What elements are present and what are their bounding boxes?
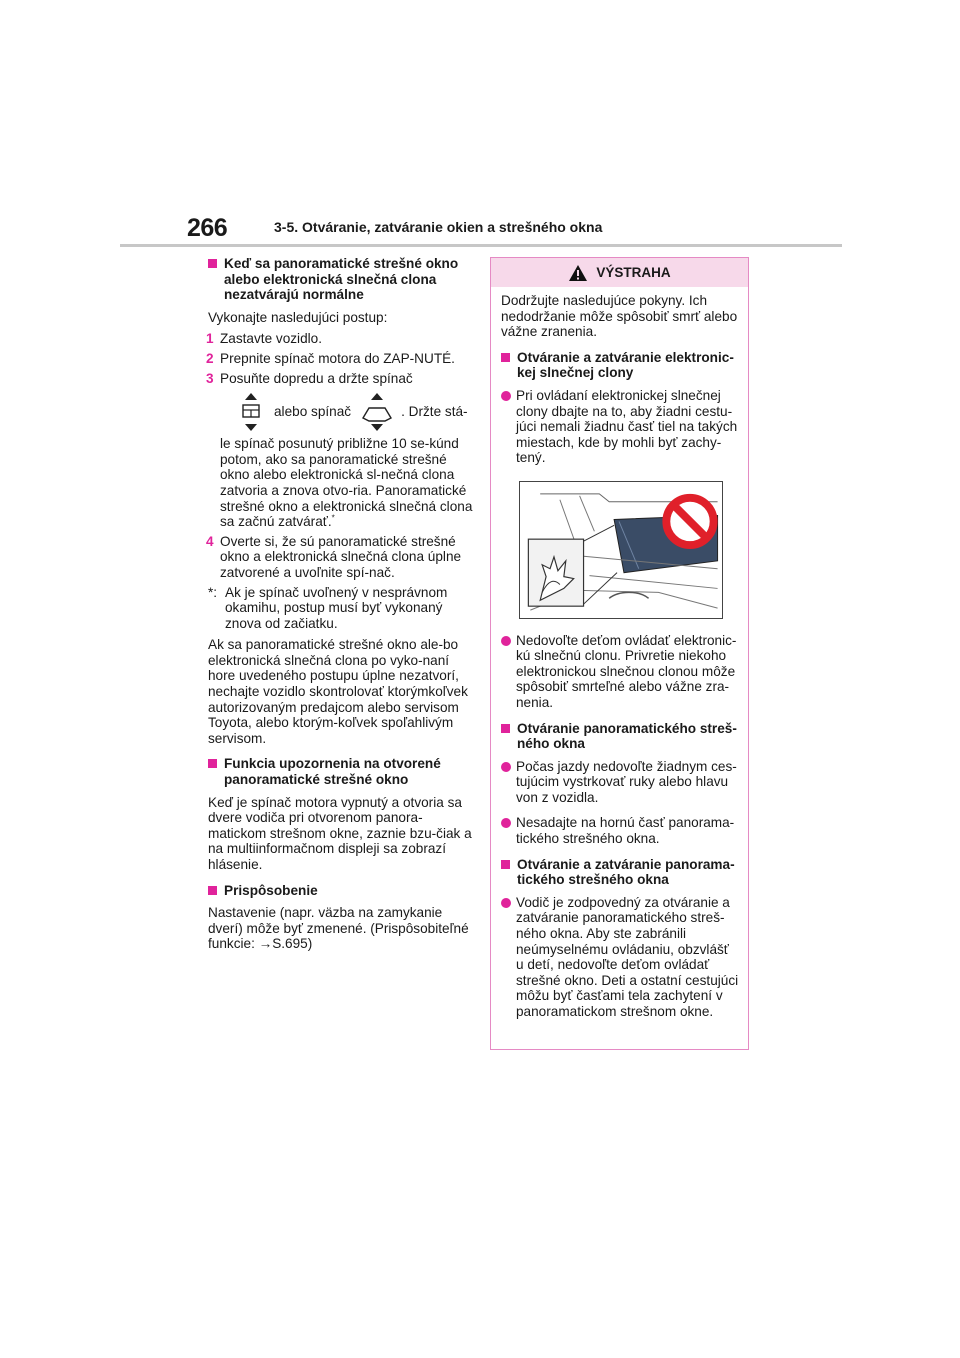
square-bullet-icon xyxy=(208,759,217,768)
circle-bullet-icon xyxy=(501,762,511,772)
circle-bullet-icon xyxy=(501,391,511,401)
heading-warning-function: Funkcia upozornenia na otvorené panoramatické strešné okno xyxy=(208,756,473,787)
heading-customization: Prispôsobenie xyxy=(208,883,473,899)
heading-not-closing: Keď sa panoramatické strešné okno alebo elektronická slnečná clona nezatvárajú normálne xyxy=(208,256,473,303)
step-2: 2 Prepnite spínač motora do ZAP-NUTÉ. xyxy=(206,350,455,366)
step-3-continued: le spínač posunutý približne 10 se-kúnd potom, ako sa panoramatické strešné okno alebo elektronická sl-nečná clona zatvoria a znova otvo-ria. Panoramatické strešné okno a elektronická slnečná clona sa začnú zatvárať.* xyxy=(220,436,473,530)
warning-header: VÝSTRAHA xyxy=(491,258,748,287)
square-bullet-icon xyxy=(208,259,217,268)
circle-bullet-icon xyxy=(501,636,511,646)
warning-bullet: Vodič je zodpovedný za otváranie a zatváranie panoramatického streš-ného okna. Aby ste zabránili neúmyselnému ovládaniu, obzvlášť u detí, nedovoľte deťom ovládať strešné okno. Deti a ostatní cestujúci môžu byť časťami tela zachytení v panoramatickom strešnom okne. xyxy=(501,895,740,1020)
square-bullet-icon xyxy=(501,724,510,733)
left-column xyxy=(208,256,473,958)
step-1: 1 Zastavte vozidlo. xyxy=(206,331,322,347)
warning-bullet: Nesadajte na hornú časť panorama-tického strešného okna. xyxy=(501,815,740,846)
warning-heading-sunshade: Otváranie a zatváranie elektronic-kej slnečnej clony xyxy=(501,350,740,381)
circle-bullet-icon xyxy=(501,818,511,828)
switch-icons-line: alebo spínač . Držte stá- xyxy=(208,392,473,432)
warning-bullet: Pri ovládaní elektronickej slnečnej clony dbajte na to, aby žiadni cestu-júci nemali žiadnu časť tiel na takých miestach, kde by mohli byť zachy-tený. xyxy=(501,388,740,466)
warning-triangle-icon xyxy=(568,264,588,282)
warning-bullet: Nedovoľte deťom ovládať elektronic-kú slnečnú clonu. Privretie niekoho elektronickou slnečnou clonou môže spôsobiť smrteľné alebo vážne zra-nenia. xyxy=(501,633,740,711)
intro-text: Vykonajte nasledujúci postup: xyxy=(208,309,388,325)
step-4: 4 Overte si, že sú panoramatické strešné okno a elektronická slnečná clona úplne zatvorené a uvoľnite spí-nač. xyxy=(206,533,462,580)
step-3: 3 Posuňte dopredu a držte spínač xyxy=(206,370,413,386)
warning-box xyxy=(490,257,749,1050)
square-bullet-icon xyxy=(501,353,510,362)
warning-heading-roof-open: Otváranie panoramatického streš-ného okna xyxy=(501,721,740,752)
section-title: 3-5. Otváranie, zatváranie okien a strešného okna xyxy=(274,219,603,235)
sunshade-pinch-illustration xyxy=(519,481,723,619)
header-rule xyxy=(120,244,842,247)
square-bullet-icon xyxy=(208,886,217,895)
page-number: 266 xyxy=(187,214,228,242)
warning-heading-roof-open-close: Otváranie a zatváranie panorama-tického strešného okna xyxy=(501,857,740,888)
circle-bullet-icon xyxy=(501,898,511,908)
warning-function-paragraph: Keď je spínač motora vypnutý a otvoria sa dvere vodiča pri otvorenom panora-matickom strešnom okne, zaznie bzu-čiak a na multiinformačnom displeji sa zobrazí hlásenie. xyxy=(208,794,472,872)
roof-switch-icon xyxy=(359,392,395,432)
sunshade-switch-icon xyxy=(240,392,262,432)
warning-intro: Dodržujte nasledujúce pokyny. Ich nedodržanie môže spôsobiť smrť alebo vážne zranenia. xyxy=(501,293,738,340)
square-bullet-icon xyxy=(501,860,510,869)
service-paragraph: Ak sa panoramatické strešné okno ale-bo elektronická slnečná clona po vyko-naní hore uvedeného postupu úplne nezatvorí, nechajte vozidlo skontrolovať ktorýmkoľvek autorizovaným predajcom alebo servisom Toyota, alebo ktorým-koľvek spoľahlivým servisom. xyxy=(208,637,468,746)
customization-paragraph: Nastavenie (napr. väzba na zamykanie dverí) môže byť zmenené. (Prispôsobiteľné funkcie: →S.695) xyxy=(208,905,469,952)
warning-bullet: Počas jazdy nedovoľte žiadnym ces-tujúcim vystrkovať ruky alebo hlavu von z vozidla. xyxy=(501,759,740,806)
footnote: *: Ak je spínač uvoľnený v nesprávnom okamihu, postup musí byť vykonaný znova od začiatku. xyxy=(208,584,448,631)
